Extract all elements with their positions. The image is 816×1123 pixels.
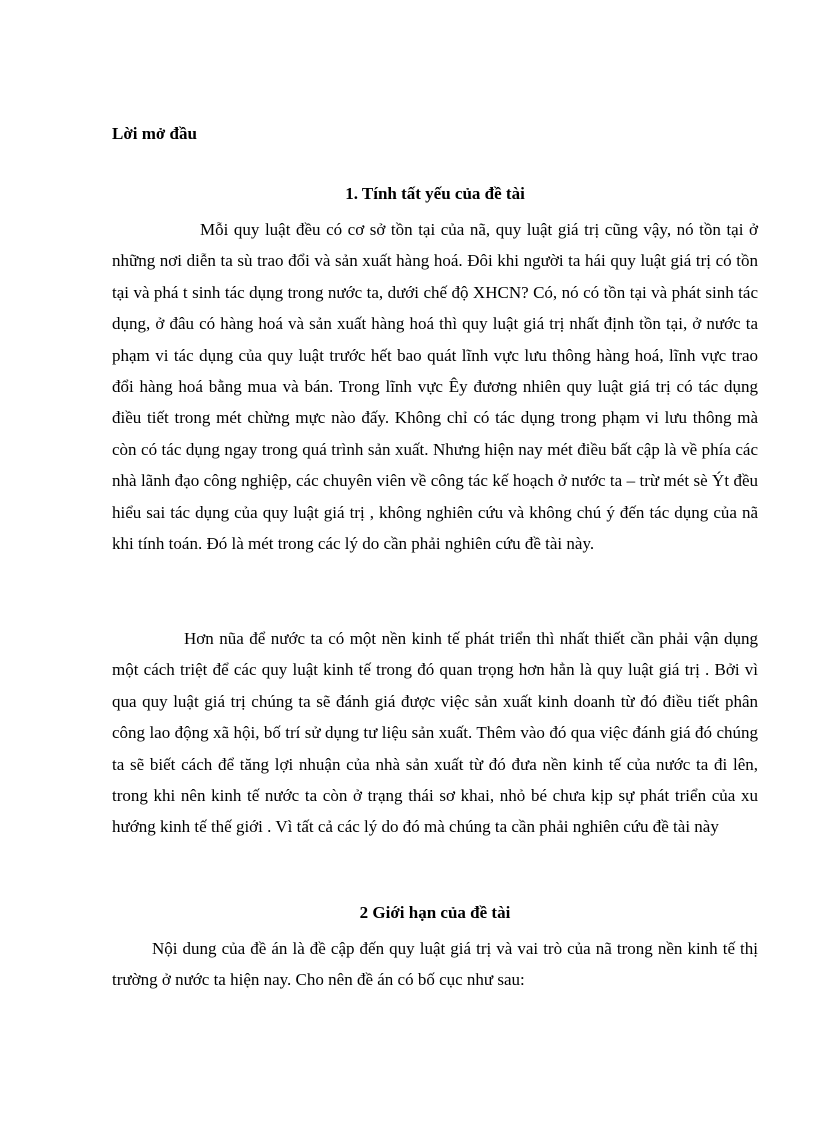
section-heading-2: 2 Giới hạn của đề tài <box>359 903 511 922</box>
section-1-paragraph-2: Hơn nũa để nước ta có một nền kinh tế phát triển thì nhất thiết cần phải vận dụng một cách triệt để các quy luật kinh tế trong đó quan trọng hơn hẳn là quy luật giá trị . Bởi vì qua quy luật giá trị chúng ta sẽ đánh giá được việc sản xuất kinh doanh từ đó điều tiết phân công lao động xã hội, bố trí sử dụng tư liệu sản xuất. Thêm vào đó qua việc đánh giá đó chúng ta sẽ biết cách để tăng lợi nhuận của nhà sản xuất từ đó đưa nền kinh tế của nước ta đi lên, trong khi nên kinh tế nước ta còn ở trạng thái sơ khai, nhỏ bé chưa kịp sự phát triển của xu hướng kinh tế thế giới . Vì tất cả các lý do đó mà chúng ta cần phải nghiên cứu đề tài này <box>112 629 758 837</box>
section-heading-1: 1. Tính tất yếu của đề tài <box>345 184 525 203</box>
section-1-paragraph-1: Mỗi quy luật đều có cơ sở tồn tại của nã, quy luật giá trị cũng vậy, nó tồn tại ở những nơi diễn ta sù trao đổi và sản xuất hàng hoá. Đôi khi người ta hái quy luật giá trị có tồn tại và phá t sinh tác dụng trong nước ta, dưới chế độ XHCN? Có, nó có tồn tại và phát sinh tác dụng, ở đâu có hàng hoá và sản xuất hàng hoá thì quy luật giá trị nhất định tồn tại, ở nước ta phạm vi tác dụng của quy luật trước hết bao quát lĩnh vực lưu thông hàng hoá, lĩnh vực trao đổi hàng hoá bằng mua và bán. Trong lĩnh vực Êy đương nhiên quy luật giá trị có tác dụng điều tiết trong mét chừng mực nào đấy. Không chỉ có tác dụng trong phạm vi lưu thông mà còn có tác dụng ngay trong quá trình sản xuất. Nhưng hiện nay mét điều bất cập là về phía các nhà lãnh đạo công nghiệp, các chuyên viên về công tác kế hoạch ở nước ta – trừ mét sè Ýt đều hiểu sai tác dụng của quy luật giá trị , không nghiên cứu và không chú ý đến tác dụng của nã khi tính toán. Đó là mét trong các lý do cần phải nghiên cứu đề tài này. <box>112 220 758 554</box>
section-2-paragraph-1: Nội dung của đề án là đề cập đến quy luật giá trị và vai trò của nã trong nền kinh tế thị trường ở nước ta hiện nay. Cho nên đề án có bố cục như sau: <box>112 939 758 990</box>
document-title: Lời mở đầu <box>112 124 197 143</box>
